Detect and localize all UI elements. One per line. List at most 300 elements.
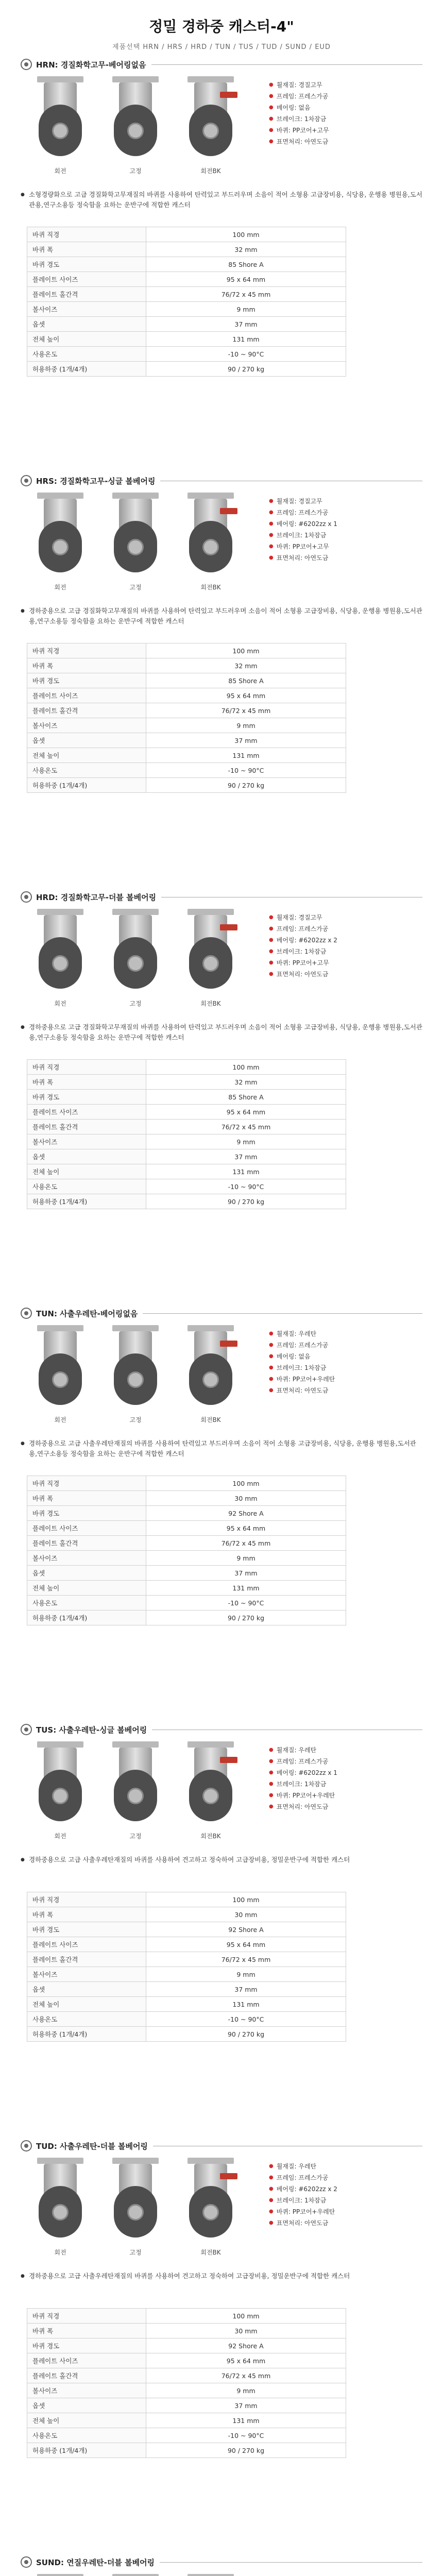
bullet-icon: ● — [269, 1792, 274, 1798]
feature-item — [269, 969, 422, 980]
section-bullet-icon — [21, 59, 32, 70]
section-header — [21, 888, 422, 906]
caster-fixed — [102, 1741, 169, 1850]
table-row — [27, 1536, 346, 1551]
bullet-icon: ● — [269, 2209, 274, 2214]
spec-key: 바퀴 폭 — [27, 1491, 146, 1506]
caster-image — [180, 76, 242, 161]
section-bullet-icon — [21, 1724, 32, 1735]
table-row — [27, 2027, 346, 2042]
table-row — [27, 2383, 346, 2398]
bullet-icon: ● — [269, 1331, 274, 1336]
bullet-icon: ● — [269, 2220, 274, 2226]
product-row — [21, 909, 422, 1017]
wheel-hub — [127, 955, 144, 972]
spec-value: 95 x 64 mm — [146, 2353, 346, 2368]
table-row — [27, 1551, 346, 1566]
bullet-icon: ● — [269, 93, 274, 99]
feature-text: 바퀴: PP코어+고무 — [276, 127, 329, 134]
feature-text: 브레이크: 1차잠금 — [276, 1781, 327, 1788]
spec-key: 허용하중 (1개/4개) — [27, 1194, 146, 1209]
section-header — [21, 472, 422, 489]
spec-value: 37 mm — [146, 2398, 346, 2413]
table-row — [27, 2309, 346, 2324]
bullet-icon: ● — [269, 116, 274, 122]
table-row — [27, 2324, 346, 2338]
table-row — [27, 347, 346, 362]
table-row — [27, 748, 346, 763]
spec-key: 전체 높이 — [27, 1164, 146, 1179]
caster-image — [105, 2158, 166, 2243]
bullet-icon: ● — [269, 1770, 274, 1775]
caster-swivel-brake — [177, 1325, 244, 1433]
caster-swivel — [27, 493, 94, 601]
wheel-hub — [202, 1371, 219, 1388]
spec-table — [27, 2308, 346, 2458]
caster-image — [180, 909, 242, 994]
spec-value: 30 mm — [146, 1491, 346, 1506]
spec-value: 9 mm — [146, 1551, 346, 1566]
table-row — [27, 1075, 346, 1090]
table-row — [27, 1997, 346, 2012]
spec-key: 바퀴 폭 — [27, 1075, 146, 1090]
bullet-icon: ● — [269, 960, 274, 965]
caster-swivel-brake — [177, 2158, 244, 2266]
caster-image — [105, 909, 166, 994]
spec-value: -10 ~ 90°C — [146, 347, 346, 362]
table-row — [27, 1134, 346, 1149]
feature-text: 브레이크: 1차잠금 — [276, 115, 327, 123]
spec-key: 사용온도 — [27, 347, 146, 362]
spec-value: 76/72 x 45 mm — [146, 703, 346, 718]
feature-list — [259, 909, 422, 1017]
feature-list — [259, 2158, 422, 2266]
feature-text: 표면처리: 아연도금 — [276, 1803, 329, 1810]
table-row — [27, 1967, 346, 1982]
bullet-icon: ● — [269, 555, 274, 561]
spec-key: 바퀴 경도 — [27, 673, 146, 688]
product-section — [0, 1721, 443, 2133]
feature-item — [269, 1374, 422, 1385]
caster-fixed — [102, 1325, 169, 1433]
table-row — [27, 1892, 346, 1907]
bullet-icon: ● — [269, 532, 274, 538]
table-row — [27, 302, 346, 317]
product-sections — [0, 56, 443, 2576]
bullet-icon: ● — [269, 2186, 274, 2192]
brake-lever — [220, 1757, 237, 1763]
spec-key: 볼사이즈 — [27, 1134, 146, 1149]
spec-value: 32 mm — [146, 242, 346, 257]
spec-key: 플레이트 사이즈 — [27, 272, 146, 287]
table-row — [27, 1090, 346, 1105]
spec-value: 131 mm — [146, 1164, 346, 1179]
top-plate — [112, 1325, 159, 1331]
spec-value: 30 mm — [146, 1907, 346, 1922]
spec-key: 볼사이즈 — [27, 1551, 146, 1566]
spec-value: 92 Shore A — [146, 2338, 346, 2353]
caster-label: 회전BK — [200, 1000, 221, 1007]
caster-fixed — [102, 2574, 169, 2576]
feature-item — [269, 2183, 422, 2195]
caster-image — [29, 2574, 91, 2576]
table-row — [27, 1194, 346, 1209]
caster-images — [21, 493, 259, 601]
table-row — [27, 1476, 346, 1491]
table-row — [27, 2012, 346, 2027]
wheel-hub — [127, 123, 144, 139]
caster-image — [29, 2158, 91, 2243]
table-row — [27, 1581, 346, 1596]
spec-key: 바퀴 폭 — [27, 242, 146, 257]
spec-value: -10 ~ 90°C — [146, 1596, 346, 1611]
table-row — [27, 643, 346, 658]
feature-item — [269, 125, 422, 136]
feature-text: 휠재질: 우레탄 — [276, 2163, 317, 2170]
spec-key: 바퀴 폭 — [27, 2324, 146, 2338]
brake-lever — [220, 508, 237, 514]
table-row — [27, 1952, 346, 1967]
section-bullet-icon — [21, 2140, 32, 2151]
feature-item — [269, 136, 422, 147]
caster-label: 회전 — [54, 1000, 66, 1007]
caster-image — [29, 1325, 91, 1410]
caster-label: 고정 — [129, 584, 142, 591]
caster-swivel — [27, 2574, 94, 2576]
caster-label: 고정 — [129, 167, 142, 175]
table-row — [27, 1566, 346, 1581]
product-section — [0, 472, 443, 884]
caster-fixed — [102, 76, 169, 184]
table-row — [27, 688, 346, 703]
spec-value: 85 Shore A — [146, 673, 346, 688]
section-title: HRN: 경질화학고무-베어링없음 — [36, 60, 146, 70]
feature-text: 표면처리: 아연도금 — [276, 1387, 329, 1394]
spec-key: 전체 높이 — [27, 1581, 146, 1596]
caster-image — [105, 493, 166, 578]
caster-image — [180, 2574, 242, 2576]
feature-text: 바퀴: PP코어+고무 — [276, 959, 329, 967]
spec-value: 37 mm — [146, 1566, 346, 1581]
spec-key: 옵셋 — [27, 317, 146, 332]
bullet-icon: ● — [269, 1804, 274, 1809]
spec-value: 32 mm — [146, 658, 346, 673]
spec-key: 바퀴 직경 — [27, 643, 146, 658]
feature-text: 프레임: 프레스가공 — [276, 2174, 329, 2181]
caster-swivel-brake — [177, 2574, 244, 2576]
spec-key: 볼사이즈 — [27, 718, 146, 733]
top-plate — [37, 2158, 83, 2164]
bullet-icon: ● — [269, 914, 274, 920]
section-description: ● 경하중용으로 고급 사출우레탄재질의 바퀴를 사용하여 탄력있고 부드러우며 소음이 적어 소형용 고급장비용, 식당용, 운행용 병원용,도서관용,연구소용등 정숙함을 요하는 운반구에 적합한 캐스터 — [21, 1438, 422, 1469]
spec-key: 허용하중 (1개/4개) — [27, 2027, 146, 2042]
top-plate — [188, 493, 234, 499]
section-description: ● 경하중용으로 고급 사출우레탄재질의 바퀴를 사용하여 견고하고 정숙하여 고급장비용, 정밀운반구에 적합한 캐스터 — [21, 1855, 422, 1886]
spec-key: 바퀴 경도 — [27, 1506, 146, 1521]
feature-list — [259, 1741, 422, 1850]
spec-value: 37 mm — [146, 317, 346, 332]
feature-item — [269, 2206, 422, 2217]
spec-key: 바퀴 직경 — [27, 1892, 146, 1907]
feature-text: 베어링: #6202zz x 1 — [276, 1769, 337, 1776]
page-title: 정밀 경하중 캐스터-4" — [149, 18, 294, 35]
top-plate — [37, 1325, 83, 1331]
feature-item — [269, 2172, 422, 2183]
feature-item — [269, 1756, 422, 1767]
spec-value: 131 mm — [146, 1581, 346, 1596]
spec-value: -10 ~ 90°C — [146, 2428, 346, 2443]
top-plate — [112, 493, 159, 499]
top-plate — [112, 909, 159, 915]
spec-value: 32 mm — [146, 1075, 346, 1090]
top-plate — [37, 909, 83, 915]
feature-item — [269, 1351, 422, 1362]
spec-value: 76/72 x 45 mm — [146, 287, 346, 302]
caster-label: 회전BK — [200, 2249, 221, 2256]
spec-value: 95 x 64 mm — [146, 688, 346, 703]
bullet-icon: ● — [269, 1781, 274, 1787]
section-title: TUN: 사출우레탄-베어링없음 — [36, 1309, 138, 1318]
wheel-hub — [127, 539, 144, 555]
top-plate — [188, 76, 234, 82]
table-row — [27, 733, 346, 748]
wheel-hub — [202, 955, 219, 972]
table-row — [27, 1060, 346, 1075]
spec-key: 바퀴 경도 — [27, 1090, 146, 1105]
feature-text: 표면처리: 아연도금 — [276, 2219, 329, 2227]
spec-value: 90 / 270 kg — [146, 2443, 346, 2458]
feature-list — [259, 76, 422, 184]
feature-text: 베어링: 없음 — [276, 104, 311, 111]
feature-text: 휠재질: 우레탄 — [276, 1330, 317, 1337]
caster-label: 회전 — [54, 167, 66, 175]
feature-text: 베어링: #6202zz x 2 — [276, 2185, 337, 2193]
table-row — [27, 362, 346, 377]
spec-table — [27, 1476, 346, 1625]
spec-key: 옵셋 — [27, 733, 146, 748]
page-header — [0, 0, 443, 52]
top-plate — [37, 1741, 83, 1748]
spec-key: 사용온도 — [27, 2428, 146, 2443]
caster-label: 고정 — [129, 1416, 142, 1423]
spec-table — [27, 227, 346, 377]
section-divider — [160, 2562, 422, 2563]
spec-key: 바퀴 경도 — [27, 1922, 146, 1937]
section-description: ● 경하중용으로 고급 경질화학고무재질의 바퀴를 사용하여 탄력있고 부드러우며 소음이 적어 소형용 고급장비용, 식당용, 운행용 병원용,도서관용,연구소용등 정숙함을 요하는 운반구에 적합한 캐스터 — [21, 606, 422, 637]
top-plate — [112, 2574, 159, 2576]
bullet-icon: ● — [269, 2175, 274, 2180]
bullet-icon: ● — [269, 139, 274, 144]
spec-key: 플레이트 사이즈 — [27, 1105, 146, 1120]
feature-item — [269, 518, 422, 530]
product-section — [0, 2137, 443, 2549]
spec-value: -10 ~ 90°C — [146, 763, 346, 778]
feature-item — [269, 1340, 422, 1351]
section-header — [21, 2137, 422, 2155]
spec-key: 플레이트 홀간격 — [27, 1536, 146, 1551]
bullet-icon: ● — [269, 105, 274, 110]
spec-key: 전체 높이 — [27, 1997, 146, 2012]
section-header — [21, 1304, 422, 1322]
spec-value: 95 x 64 mm — [146, 1937, 346, 1952]
top-plate — [188, 2158, 234, 2164]
caster-image — [29, 493, 91, 578]
bullet-icon: ● — [269, 498, 274, 504]
feature-item — [269, 923, 422, 935]
top-plate — [37, 493, 83, 499]
spec-key: 옵셋 — [27, 1566, 146, 1581]
bullet-icon: ● — [269, 521, 274, 527]
caster-label: 회전 — [54, 1833, 66, 1840]
spec-value: 9 mm — [146, 302, 346, 317]
table-row — [27, 658, 346, 673]
bullet-icon: ● — [269, 510, 274, 515]
feature-item — [269, 552, 422, 564]
spec-value: 90 / 270 kg — [146, 778, 346, 793]
table-row — [27, 2353, 346, 2368]
spec-key: 옵셋 — [27, 1149, 146, 1164]
spec-key: 볼사이즈 — [27, 2383, 146, 2398]
spec-key: 허용하중 (1개/4개) — [27, 362, 146, 377]
bullet-icon: ● — [269, 1365, 274, 1370]
caster-image — [105, 76, 166, 161]
spec-table — [27, 643, 346, 793]
table-row — [27, 778, 346, 793]
bullet-icon: ● — [269, 2197, 274, 2203]
section-bullet-icon — [21, 1308, 32, 1319]
section-header — [21, 1721, 422, 1738]
table-row — [27, 1596, 346, 1611]
bullet-icon: ● — [269, 82, 274, 88]
caster-images — [21, 2158, 259, 2266]
spec-key: 옵셋 — [27, 2398, 146, 2413]
caster-image — [105, 1325, 166, 1410]
bullet-icon: ● — [269, 1353, 274, 1359]
feature-item — [269, 912, 422, 923]
wheel-hub — [202, 123, 219, 139]
feature-item — [269, 507, 422, 518]
feature-text: 휠재질: 우레탄 — [276, 1747, 317, 1754]
caster-swivel — [27, 2158, 94, 2266]
top-plate — [188, 1325, 234, 1331]
caster-fixed — [102, 909, 169, 1017]
feature-text: 프레임: 프레스가공 — [276, 1758, 329, 1765]
section-title: SUND: 연질우레탄-더블 볼베어링 — [36, 2557, 155, 2567]
spec-value: 92 Shore A — [146, 1922, 346, 1937]
feature-item — [269, 957, 422, 969]
section-header — [21, 56, 422, 73]
table-row — [27, 227, 346, 242]
wheel-hub — [202, 2204, 219, 2221]
top-plate — [37, 76, 83, 82]
section-divider — [151, 64, 423, 65]
section-bullet-icon — [21, 891, 32, 903]
spec-key: 플레이트 사이즈 — [27, 2353, 146, 2368]
feature-item — [269, 1767, 422, 1778]
spec-value: 95 x 64 mm — [146, 1105, 346, 1120]
feature-text: 휠재질: 경질고무 — [276, 914, 322, 921]
feature-text: 표면처리: 아연도금 — [276, 554, 329, 562]
feature-item — [269, 2195, 422, 2206]
spec-value: 95 x 64 mm — [146, 1521, 346, 1536]
feature-item — [269, 113, 422, 125]
product-row — [21, 493, 422, 601]
bullet-icon: ● — [269, 926, 274, 931]
spec-value: 100 mm — [146, 227, 346, 242]
wheel-hub — [52, 123, 69, 139]
top-plate — [37, 2574, 83, 2576]
top-plate — [188, 909, 234, 915]
bullet-icon: ● — [269, 971, 274, 977]
spec-table — [27, 1059, 346, 1209]
table-row — [27, 2338, 346, 2353]
spec-key: 사용온도 — [27, 1596, 146, 1611]
caster-label: 회전BK — [200, 1416, 221, 1423]
feature-item — [269, 1385, 422, 1396]
spec-value: 90 / 270 kg — [146, 362, 346, 377]
section-description: ● 소형경량화으로 고급 경질화학고무재질의 바퀴를 사용하여 탄력있고 부드러우며 소음이 적어 소형용 고급장비용, 식당용, 운행용 병원용,도서관용,연구소용등 정숙함을 요하는 운반구에 적합한 캐스터 — [21, 190, 422, 221]
wheel-hub — [52, 1371, 69, 1388]
spec-value: 9 mm — [146, 1134, 346, 1149]
wheel-hub — [52, 1788, 69, 1804]
product-row — [21, 2574, 422, 2576]
table-row — [27, 242, 346, 257]
spec-value: 30 mm — [146, 2324, 346, 2338]
feature-item — [269, 91, 422, 102]
table-row — [27, 332, 346, 347]
caster-image — [105, 1741, 166, 1826]
spec-key: 바퀴 경도 — [27, 2338, 146, 2353]
spec-key: 사용온도 — [27, 763, 146, 778]
bullet-icon: ● — [269, 1387, 274, 1393]
table-row — [27, 1164, 346, 1179]
top-plate — [188, 1741, 234, 1748]
caster-fixed — [102, 493, 169, 601]
spec-key: 사용온도 — [27, 1179, 146, 1194]
spec-value: 100 mm — [146, 1476, 346, 1491]
spec-key: 플레이트 홀간격 — [27, 2368, 146, 2383]
spec-value: 100 mm — [146, 2309, 346, 2324]
feature-text: 표면처리: 아연도금 — [276, 138, 329, 145]
caster-image — [29, 1741, 91, 1826]
table-row — [27, 1120, 346, 1134]
spec-value: 9 mm — [146, 718, 346, 733]
top-plate — [112, 2158, 159, 2164]
spec-key: 바퀴 경도 — [27, 257, 146, 272]
wheel-hub — [52, 539, 69, 555]
feature-list — [259, 1325, 422, 1433]
bullet-icon: ● — [269, 1747, 274, 1753]
table-row — [27, 1521, 346, 1536]
spec-value: 92 Shore A — [146, 1506, 346, 1521]
spec-key: 허용하중 (1개/4개) — [27, 1611, 146, 1625]
bullet-icon: ● — [269, 1342, 274, 1348]
table-row — [27, 287, 346, 302]
feature-text: 프레임: 프레스가공 — [276, 93, 329, 100]
feature-item — [269, 2161, 422, 2172]
feature-item — [269, 1744, 422, 1756]
caster-fixed — [102, 2158, 169, 2266]
section-title: HRD: 경질화학고무-더블 볼베어링 — [36, 892, 157, 902]
spec-value: -10 ~ 90°C — [146, 2012, 346, 2027]
spec-value: 131 mm — [146, 1997, 346, 2012]
product-section — [0, 1304, 443, 1717]
spec-key: 플레이트 사이즈 — [27, 1521, 146, 1536]
caster-swivel — [27, 909, 94, 1017]
product-section — [0, 2553, 443, 2576]
feature-list — [259, 493, 422, 601]
caster-label: 고정 — [129, 2249, 142, 2256]
